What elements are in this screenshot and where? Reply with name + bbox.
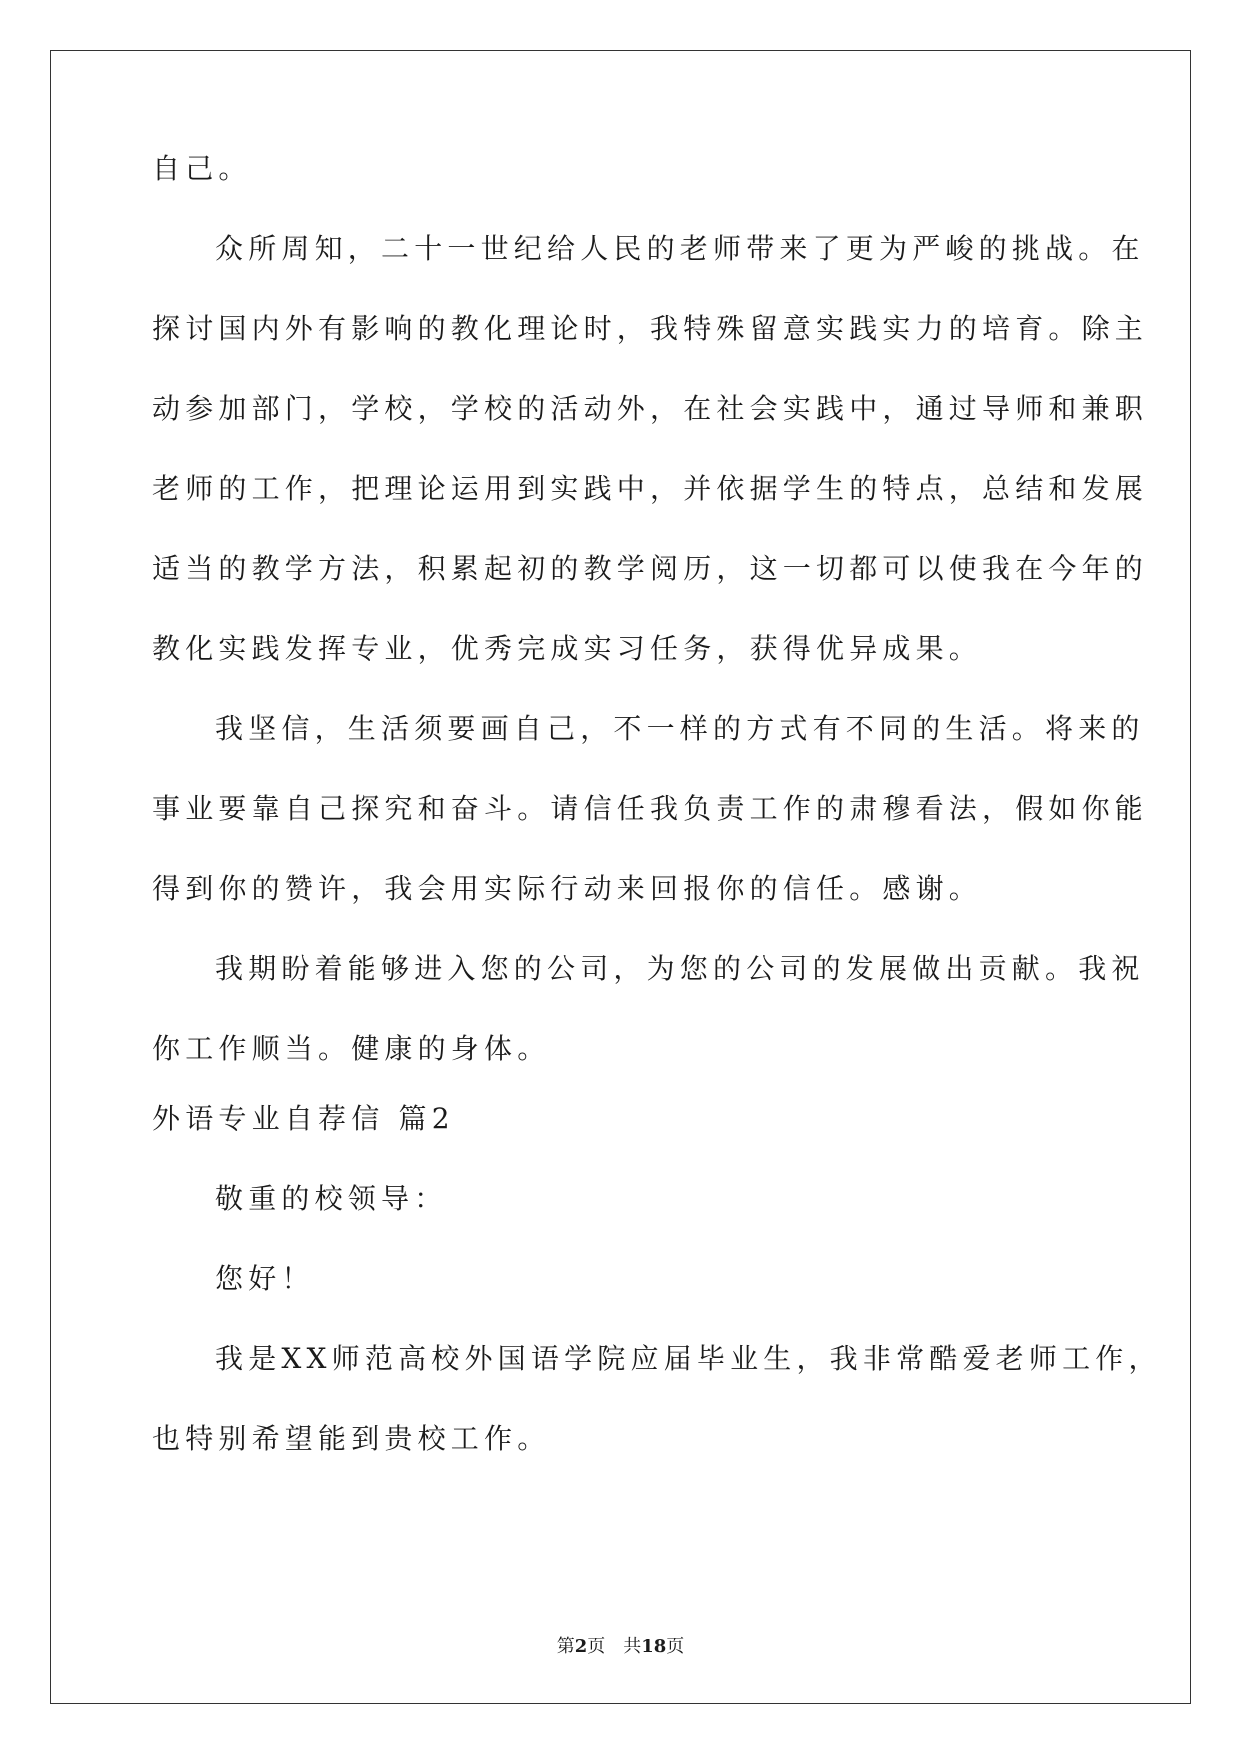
page-current: 2 <box>574 1636 588 1657</box>
paragraph-line: 我是XX师范高校外国语学院应届毕业生，我非常酷爱老师工作， <box>215 1342 1162 1375</box>
page-mid: 页 共 <box>587 1636 642 1657</box>
paragraph-line: 我坚信，生活须要画自己，不一样的方式有不同的生活。将来的 <box>215 712 1145 745</box>
paragraph-line: 教化实践发挥专业，优秀完成实习任务，获得优异成果。 <box>152 632 983 665</box>
paragraph-line: 我期盼着能够进入您的公司，为您的公司的发展做出贡献。我祝 <box>215 952 1145 985</box>
page-prefix: 第 <box>556 1636 575 1657</box>
paragraph-line: 得到你的赞许，我会用实际行动来回报你的信任。感谢。 <box>152 872 983 905</box>
page-suffix: 页 <box>666 1636 685 1657</box>
paragraph-line: 也特别希望能到贵校工作。 <box>152 1422 551 1455</box>
page-footer <box>0 1632 1241 1658</box>
paragraph-line: 老师的工作，把理论运用到实践中，并依据学生的特点，总结和发展 <box>152 472 1149 505</box>
paragraph-line: 动参加部门，学校，学校的活动外，在社会实践中，通过导师和兼职 <box>152 392 1149 425</box>
salutation: 敬重的校领导： <box>215 1182 448 1215</box>
greeting: 您好！ <box>215 1262 315 1295</box>
paragraph-line: 探讨国内外有影响的教化理论时，我特殊留意实践实力的培育。除主 <box>152 312 1149 345</box>
paragraph-line: 你工作顺当。健康的身体。 <box>152 1032 551 1065</box>
paragraph-line: 适当的教学方法，积累起初的教学阅历，这一切都可以使我在今年的 <box>152 552 1149 585</box>
page-total: 18 <box>641 1636 667 1657</box>
paragraph-line: 自己。 <box>152 152 252 185</box>
paragraph-line: 事业要靠自己探究和奋斗。请信任我负责工作的肃穆看法，假如你能 <box>152 792 1149 825</box>
paragraph-line: 众所周知，二十一世纪给人民的老师带来了更为严峻的挑战。在 <box>215 232 1145 265</box>
section-heading: 外语专业自荐信 篇2 <box>152 1102 455 1135</box>
